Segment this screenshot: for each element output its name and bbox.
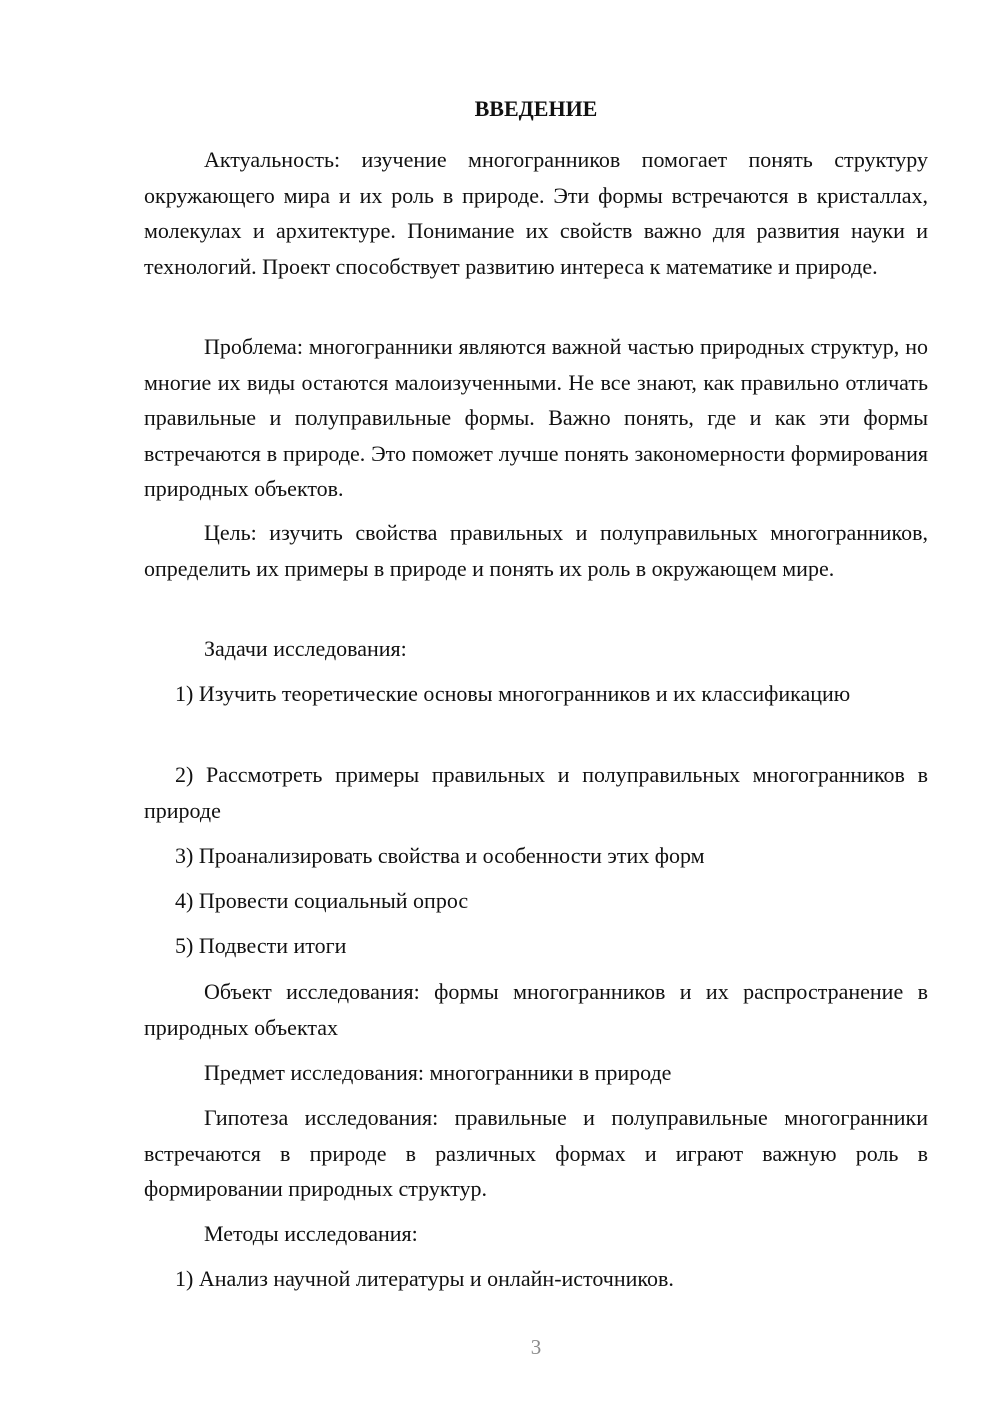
page-number: 3	[530, 1335, 542, 1359]
method-item: 1) Анализ научной литературы и онлайн-источников.	[175, 1266, 674, 1291]
task-item: 4) Провести социальный опрос	[175, 888, 469, 913]
task-item: 3) Проанализировать свойства и особенности этих форм	[175, 843, 705, 868]
task-item: 5) Подвести итоги	[175, 933, 347, 958]
problem-paragraph: Проблема: многогранники являются важной частью природных структур, но многие их виды остаются малоизученными. Не все знают, как правильно отличать правильные и полуправильные формы. Важно понять, где и как эти формы встречаются в природе. Это поможет лучше понять закономерности формирования природных объектов.	[144, 334, 928, 501]
methods-heading: Методы исследования:	[204, 1221, 418, 1246]
goal-paragraph: Цель: изучить свойства правильных и полуправильных многогранников, определить их примеры в природе и понять их роль в окружающем мире.	[144, 520, 928, 581]
hypothesis-paragraph: Гипотеза исследования: правильные и полуправильные многогранники встречаются в природе в различных формах и играют важную роль в формировании природных структур.	[144, 1105, 928, 1201]
task-item: 2) Рассмотреть примеры правильных и полуправильных многогранников в природе	[144, 762, 928, 823]
subject-paragraph: Предмет исследования: многогранники в природе	[204, 1060, 672, 1085]
tasks-heading: Задачи исследования:	[204, 636, 407, 661]
relevance-paragraph: Актуальность: изучение многогранников помогает понять структуру окружающего мира и их роль в природе. Эти формы встречаются в кристаллах, молекулах и архитектуре. Понимание их свойств важно для развития науки и технологий. Проект способствует развитию интереса к математике и природе.	[144, 147, 928, 279]
task-item: 1) Изучить теоретические основы многогранников и их классификацию	[175, 681, 851, 706]
section-heading: ВВЕДЕНИЕ	[474, 96, 598, 121]
object-paragraph: Объект исследования: формы многогранников и их распространение в природных объектах	[144, 979, 928, 1040]
